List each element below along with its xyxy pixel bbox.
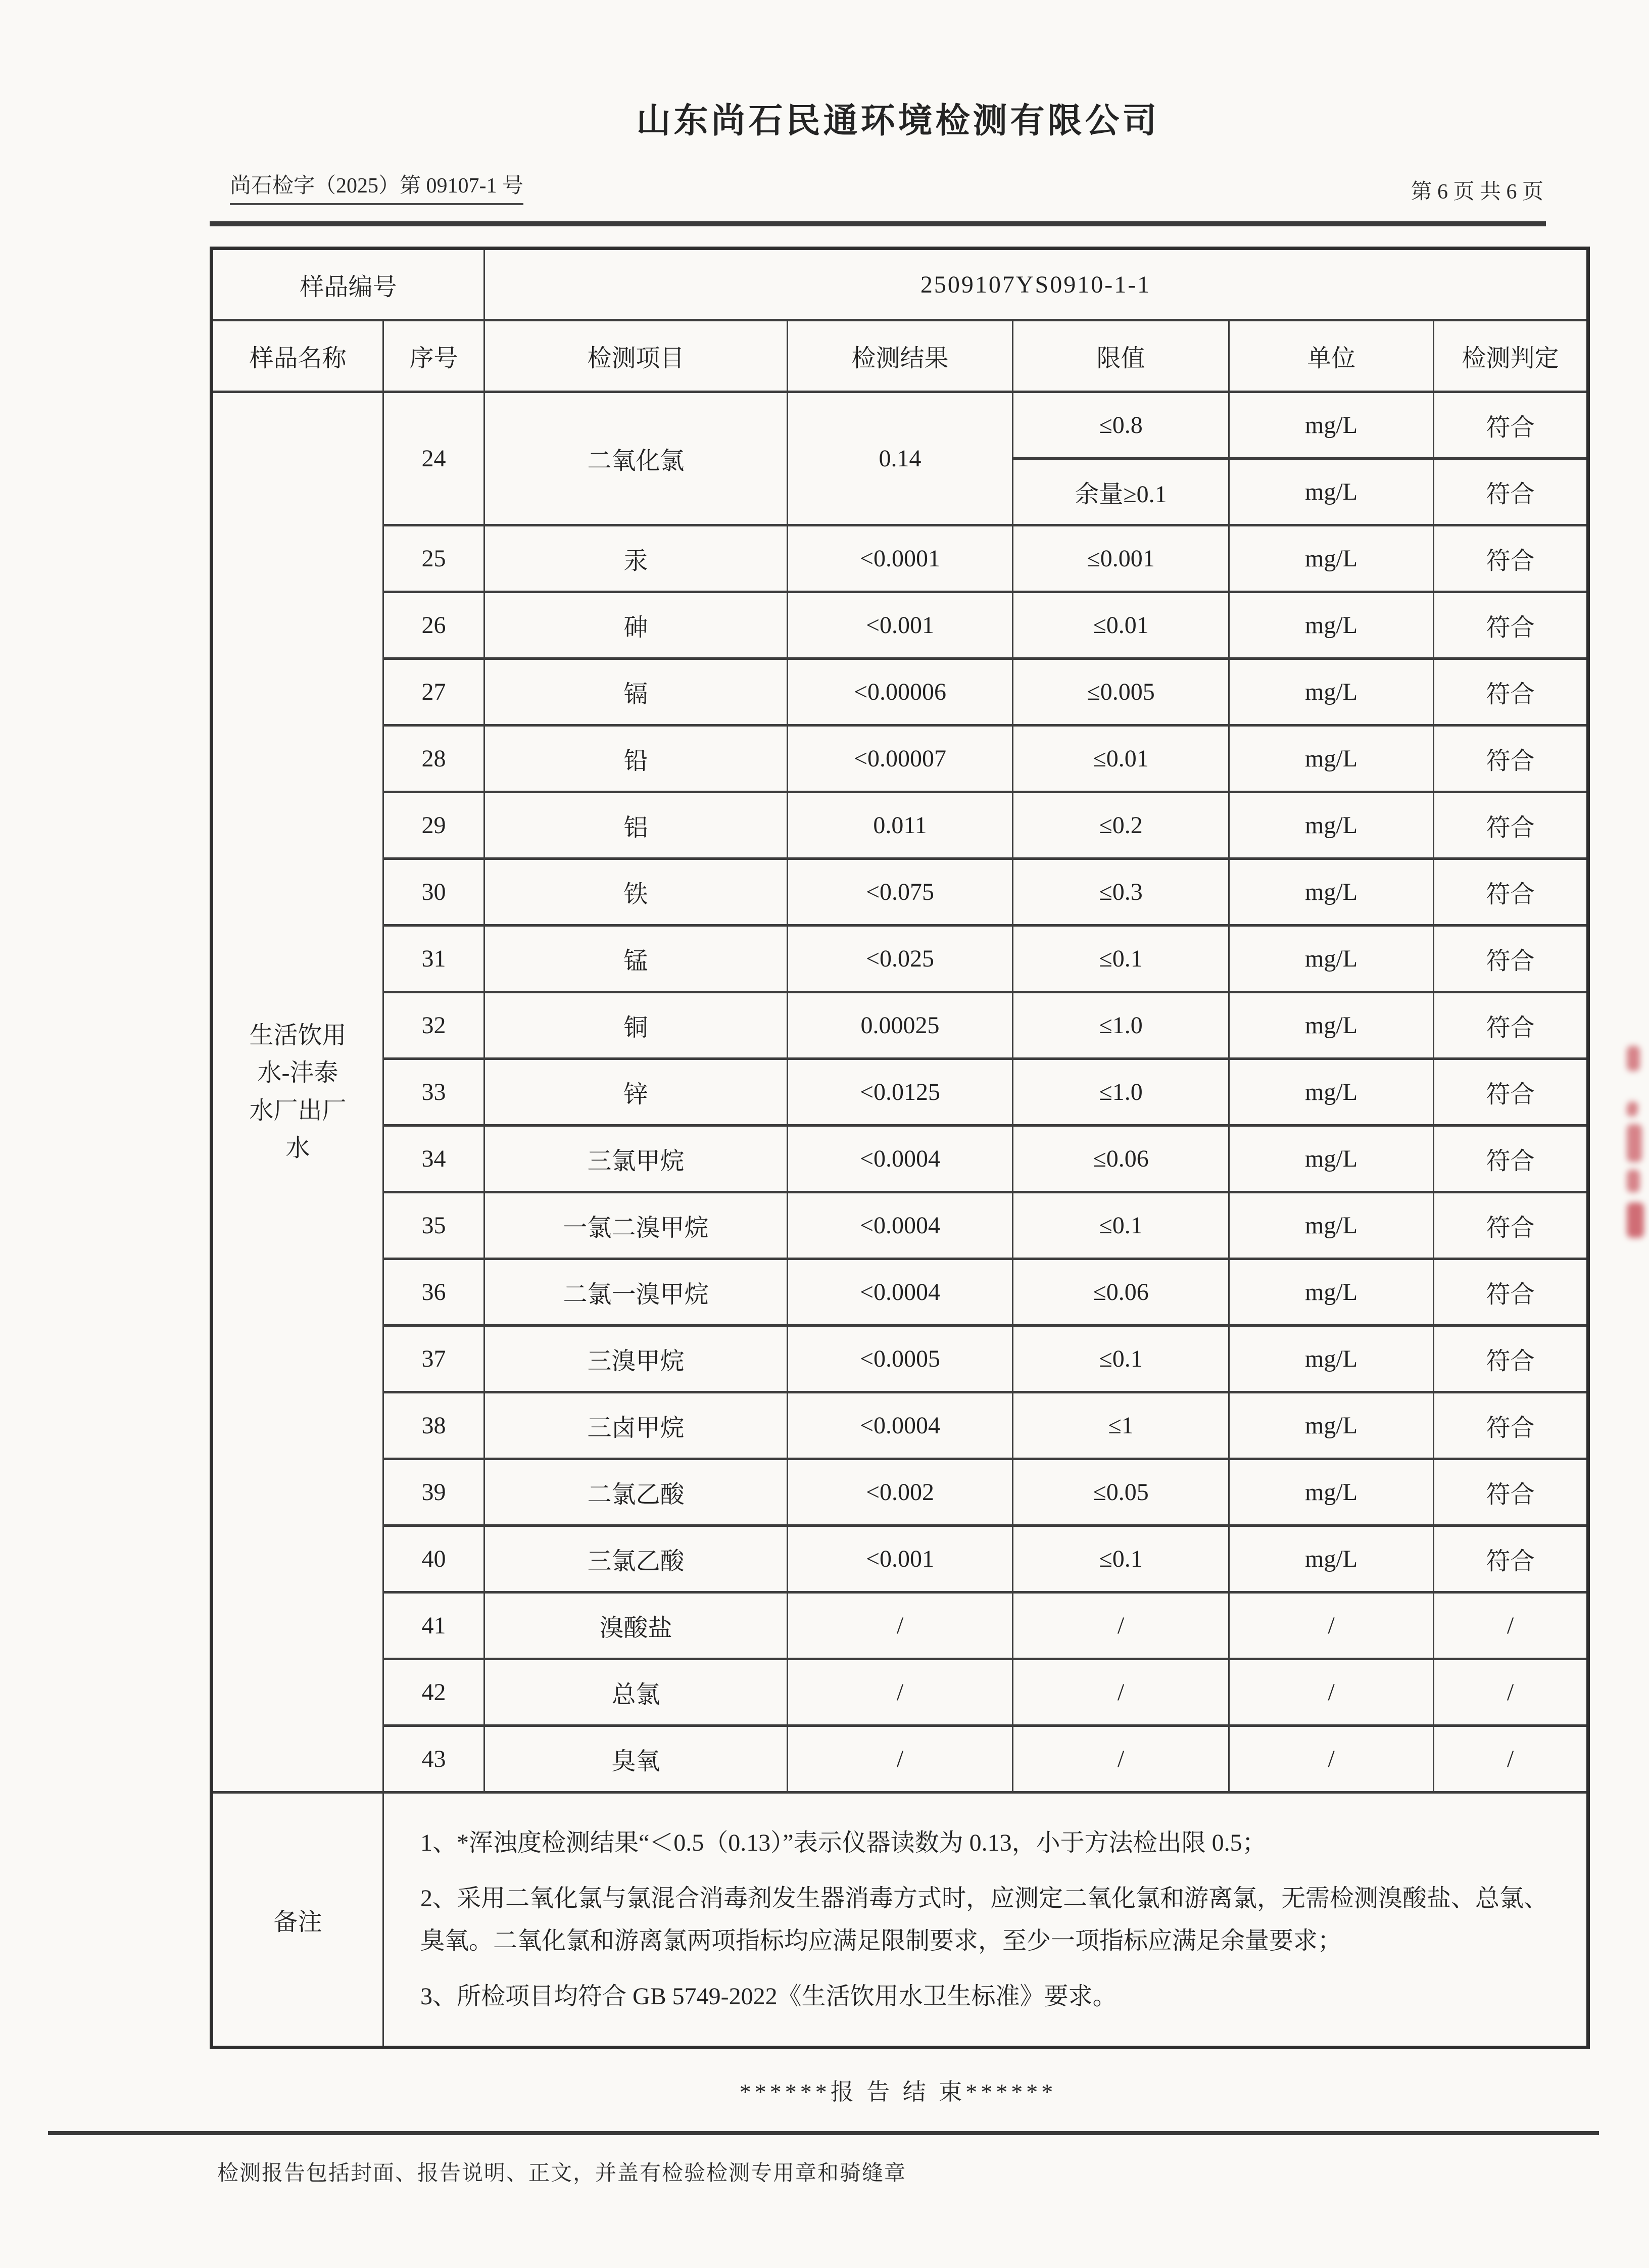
- judgement-cell: 符合: [1434, 1326, 1588, 1392]
- judgement-cell: 符合: [1434, 992, 1588, 1059]
- note-item: 3、所检项目均符合 GB 5749-2022《生活饮用水卫生标准》要求。: [420, 1983, 1117, 2010]
- unit-cell: /: [1229, 1593, 1434, 1659]
- limit-cell: ≤0.06: [1013, 1259, 1229, 1326]
- item-cell: 锌: [484, 1059, 788, 1126]
- unit-cell: /: [1229, 1726, 1434, 1793]
- item-cell: 三卤甲烷: [484, 1392, 788, 1459]
- unit-cell: mg/L: [1229, 726, 1434, 792]
- result-row: [212, 1659, 1588, 1726]
- unit-cell: mg/L: [1229, 459, 1434, 525]
- page-indicator: 第 6 页 共 6 页: [1411, 180, 1543, 204]
- seq-cell: 24: [383, 392, 484, 525]
- seq-cell: 42: [383, 1659, 484, 1726]
- unit-cell: mg/L: [1229, 1459, 1434, 1526]
- limit-cell: ≤0.1: [1013, 1192, 1229, 1259]
- unit-cell: mg/L: [1229, 1259, 1434, 1326]
- result-row: [212, 1726, 1588, 1793]
- red-seal-edge-mark: [1606, 1041, 1649, 1243]
- judgement-cell: 符合: [1434, 525, 1588, 592]
- judgement-cell: /: [1434, 1659, 1588, 1726]
- limit-cell: ≤1.0: [1013, 1059, 1229, 1126]
- result-cell: <0.0004: [788, 1192, 1013, 1259]
- limit-cell: ≤0.3: [1013, 859, 1229, 926]
- result-cell: <0.00007: [788, 726, 1013, 792]
- limit-cell: ≤0.001: [1013, 525, 1229, 592]
- col-header-limit: 限值: [1013, 320, 1229, 392]
- result-cell: <0.0004: [788, 1126, 1013, 1192]
- unit-cell: mg/L: [1229, 392, 1434, 459]
- company-title: 山东尚石民通环境检测有限公司: [636, 102, 1160, 140]
- result-row: [212, 1259, 1588, 1326]
- item-cell: 三氯乙酸: [484, 1526, 788, 1593]
- result-cell: 0.011: [788, 792, 1013, 859]
- judgement-cell: 符合: [1434, 659, 1588, 726]
- unit-cell: mg/L: [1229, 926, 1434, 992]
- report-content: [210, 0, 1586, 2107]
- result-row: [212, 992, 1588, 1059]
- result-row: [212, 659, 1588, 726]
- seq-cell: 27: [383, 659, 484, 726]
- result-cell: <0.00006: [788, 659, 1013, 726]
- seq-cell: 29: [383, 792, 484, 859]
- report-end-line: ******报 告 结 束******: [739, 2079, 1057, 2105]
- limit-cell: /: [1013, 1726, 1229, 1793]
- judgement-cell: 符合: [1434, 1459, 1588, 1526]
- unit-cell: mg/L: [1229, 992, 1434, 1059]
- item-cell: 铁: [484, 859, 788, 926]
- item-cell: 溴酸盐: [484, 1593, 788, 1659]
- note-item: 2、采用二氧化氯与氯混合消毒剂发生器消毒方式时，应测定二氧化氯和游离氯，无需检测溴酸盐、总氯、臭氧。二氧化氯和游离氯两项指标均应满足限制要求，至少一项指标应满足余量要求；: [420, 1885, 1548, 1954]
- notes-label: 备注: [212, 1793, 383, 2048]
- judgement-cell: 符合: [1434, 1059, 1588, 1126]
- results-body: [212, 392, 1588, 1793]
- footer-note: 检测报告包括封面、报告说明、正文，并盖有检验检测专用章和骑缝章: [217, 2162, 907, 2185]
- unit-cell: mg/L: [1229, 1126, 1434, 1192]
- sample-name-line: 水-沣泰: [257, 1059, 338, 1087]
- item-cell: 臭氧: [484, 1726, 788, 1793]
- judgement-cell: 符合: [1434, 1126, 1588, 1192]
- result-cell: /: [788, 1726, 1013, 1793]
- unit-cell: mg/L: [1229, 659, 1434, 726]
- result-cell: <0.002: [788, 1459, 1013, 1526]
- result-row: [212, 1126, 1588, 1192]
- result-row: [212, 726, 1588, 792]
- seq-cell: 26: [383, 592, 484, 659]
- unit-cell: mg/L: [1229, 1392, 1434, 1459]
- col-header-seq: 序号: [383, 320, 484, 392]
- result-row: [212, 1326, 1588, 1392]
- notes-row: [212, 1793, 1588, 2048]
- limit-cell: ≤0.06: [1013, 1126, 1229, 1192]
- sample-name-line: 生活饮用: [249, 1022, 347, 1049]
- unit-cell: mg/L: [1229, 1192, 1434, 1259]
- judgement-cell: 符合: [1434, 792, 1588, 859]
- unit-cell: /: [1229, 1659, 1434, 1726]
- header-divider: [210, 221, 1546, 226]
- result-cell: /: [788, 1593, 1013, 1659]
- judgement-cell: 符合: [1434, 592, 1588, 659]
- item-cell: 三溴甲烷: [484, 1326, 788, 1392]
- seq-cell: 31: [383, 926, 484, 992]
- limit-cell: ≤0.1: [1013, 926, 1229, 992]
- result-row: [212, 1526, 1588, 1593]
- result-row: [212, 1459, 1588, 1526]
- result-cell: <0.0004: [788, 1259, 1013, 1326]
- item-cell: 铝: [484, 792, 788, 859]
- col-header-judgement: 检测判定: [1434, 320, 1588, 392]
- seq-cell: 33: [383, 1059, 484, 1126]
- unit-cell: mg/L: [1229, 1526, 1434, 1593]
- item-cell: 一氯二溴甲烷: [484, 1192, 788, 1259]
- result-row: [212, 1392, 1588, 1459]
- result-row: [212, 1059, 1588, 1126]
- judgement-cell: 符合: [1434, 459, 1588, 525]
- item-cell: 总氯: [484, 1659, 788, 1726]
- sample-id-value: 2509107YS0910-1-1: [484, 249, 1588, 320]
- limit-cell: ≤0.05: [1013, 1459, 1229, 1526]
- limit-cell: ≤1.0: [1013, 992, 1229, 1059]
- seq-cell: 40: [383, 1526, 484, 1593]
- seq-cell: 37: [383, 1326, 484, 1392]
- seq-cell: 32: [383, 992, 484, 1059]
- sample-id-label: 样品编号: [212, 249, 484, 320]
- notes-body: [212, 1793, 1588, 2048]
- seq-cell: 38: [383, 1392, 484, 1459]
- judgement-cell: 符合: [1434, 726, 1588, 792]
- seq-cell: 39: [383, 1459, 484, 1526]
- result-row: [212, 1593, 1588, 1659]
- item-cell: 铅: [484, 726, 788, 792]
- limit-cell: /: [1013, 1659, 1229, 1726]
- sample-name-line: 水厂出厂: [249, 1097, 347, 1124]
- limit-cell: ≤0.8: [1013, 392, 1229, 459]
- note-item: 1、*浑浊度检测结果“＜0.5（0.13）”表示仪器读数为 0.13，小于方法检出限 0.5；: [420, 1829, 1267, 1856]
- limit-cell: ≤1: [1013, 1392, 1229, 1459]
- result-row: [212, 926, 1588, 992]
- item-cell: 锰: [484, 926, 788, 992]
- results-table: [210, 247, 1590, 2049]
- column-header-row: [212, 320, 1588, 392]
- item-cell: 镉: [484, 659, 788, 726]
- header-meta-row: [210, 169, 1586, 210]
- unit-cell: mg/L: [1229, 525, 1434, 592]
- result-cell: /: [788, 1659, 1013, 1726]
- col-header-unit: 单位: [1229, 320, 1434, 392]
- item-cell: 砷: [484, 592, 788, 659]
- result-cell: <0.0001: [788, 525, 1013, 592]
- seq-cell: 25: [383, 525, 484, 592]
- footer-divider: [48, 2131, 1599, 2135]
- result-row: [212, 859, 1588, 926]
- limit-cell: ≤0.01: [1013, 592, 1229, 659]
- limit-cell: ≤0.1: [1013, 1526, 1229, 1593]
- limit-cell: /: [1013, 1593, 1229, 1659]
- judgement-cell: /: [1434, 1593, 1588, 1659]
- result-row: [212, 1192, 1588, 1259]
- seq-cell: 28: [383, 726, 484, 792]
- limit-cell: ≤0.01: [1013, 726, 1229, 792]
- seq-cell: 30: [383, 859, 484, 926]
- result-cell: 0.00025: [788, 992, 1013, 1059]
- seq-cell: 34: [383, 1126, 484, 1192]
- limit-cell: ≤0.005: [1013, 659, 1229, 726]
- judgement-cell: 符合: [1434, 926, 1588, 992]
- result-cell: <0.075: [788, 859, 1013, 926]
- notes-cell: [383, 1793, 1588, 2048]
- result-row: [212, 792, 1588, 859]
- judgement-cell: 符合: [1434, 1192, 1588, 1259]
- unit-cell: mg/L: [1229, 1059, 1434, 1126]
- col-header-result: 检测结果: [788, 320, 1013, 392]
- item-cell: 二氯一溴甲烷: [484, 1259, 788, 1326]
- judgement-cell: 符合: [1434, 392, 1588, 459]
- item-cell: 铜: [484, 992, 788, 1059]
- item-cell: 汞: [484, 525, 788, 592]
- result-row: [212, 392, 1588, 459]
- result-cell: <0.001: [788, 1526, 1013, 1593]
- seq-cell: 41: [383, 1593, 484, 1659]
- judgement-cell: 符合: [1434, 1526, 1588, 1593]
- result-cell: <0.025: [788, 926, 1013, 992]
- judgement-cell: 符合: [1434, 859, 1588, 926]
- item-cell: 二氧化氯: [484, 392, 788, 525]
- table-head: [212, 249, 1588, 392]
- sample-id-row: [212, 249, 1588, 320]
- judgement-cell: /: [1434, 1726, 1588, 1793]
- limit-cell: 余量≥0.1: [1013, 459, 1229, 525]
- result-cell: <0.0125: [788, 1059, 1013, 1126]
- limit-cell: ≤0.1: [1013, 1326, 1229, 1392]
- item-cell: 三氯甲烷: [484, 1126, 788, 1192]
- col-header-sample-name: 样品名称: [212, 320, 383, 392]
- judgement-cell: 符合: [1434, 1259, 1588, 1326]
- unit-cell: mg/L: [1229, 792, 1434, 859]
- unit-cell: mg/L: [1229, 1326, 1434, 1392]
- seq-cell: 43: [383, 1726, 484, 1793]
- result-cell: <0.0004: [788, 1392, 1013, 1459]
- result-row: [212, 525, 1588, 592]
- doc-number: 尚石检字（2025）第 09107-1 号: [230, 169, 523, 205]
- unit-cell: mg/L: [1229, 592, 1434, 659]
- result-cell: 0.14: [788, 392, 1013, 525]
- col-header-item: 检测项目: [484, 320, 788, 392]
- result-cell: <0.0005: [788, 1326, 1013, 1392]
- result-row: [212, 592, 1588, 659]
- sample-name-cell: [212, 392, 383, 1793]
- seq-cell: 36: [383, 1259, 484, 1326]
- result-cell: <0.001: [788, 592, 1013, 659]
- sample-name-line: 水: [285, 1134, 310, 1162]
- unit-cell: mg/L: [1229, 859, 1434, 926]
- limit-cell: ≤0.2: [1013, 792, 1229, 859]
- judgement-cell: 符合: [1434, 1392, 1588, 1459]
- item-cell: 二氯乙酸: [484, 1459, 788, 1526]
- seq-cell: 35: [383, 1192, 484, 1259]
